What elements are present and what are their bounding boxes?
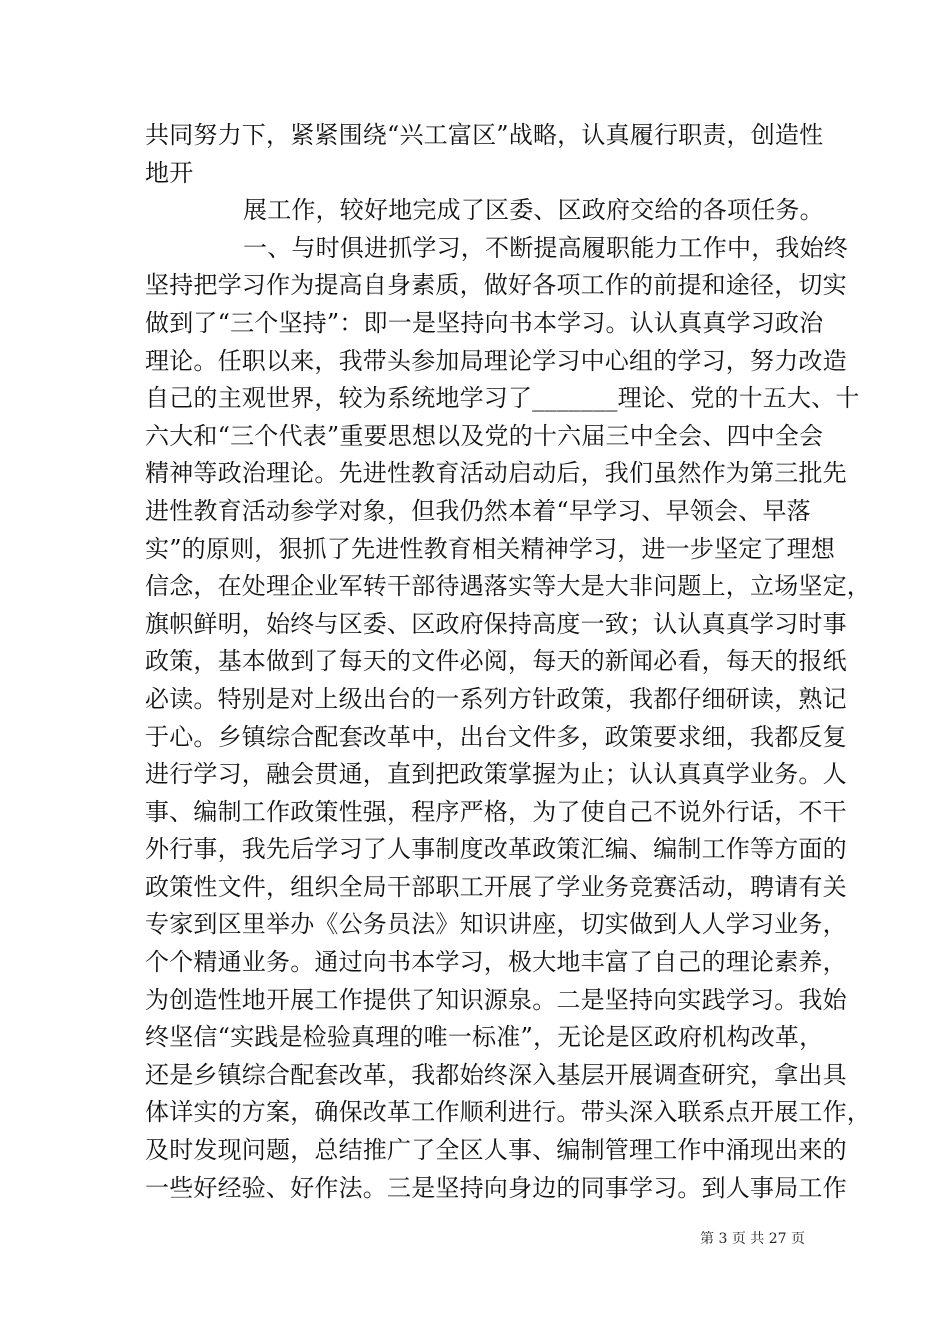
text-line: 旗帜鲜明，始终与区委、区政府保持高度一致；认认真真学习时事 — [145, 609, 847, 638]
section-heading-line: 一、与时俱进抓学习，不断提高履职能力工作中，我始终 — [243, 233, 848, 262]
text-line: 坚持把学习作为提高自身素质，做好各项工作的前提和途径，切实 — [145, 271, 847, 300]
text-line: 专家到区里举办《公务员法》知识讲座，切实做到人人学习业务， — [145, 910, 847, 939]
text-line: 理论。任职以来，我带头参加局理论学习中心组的学习，努力改造 — [145, 346, 847, 375]
text-line: 事、编制工作政策性强，程序严格，为了使自己不说外行话，不干 — [145, 797, 847, 826]
text-line: 一些好经验、好作法。三是坚持向身边的同事学习。到人事局工作 — [145, 1173, 847, 1202]
text-line: 为创造性地开展工作提供了知识源泉。二是坚持向实践学习。我始 — [145, 985, 847, 1014]
text-line: 展工作，较好地完成了区委、区政府交给的各项任务。 — [243, 196, 824, 225]
text-line: 外行事，我先后学习了人事制度改革政策汇编、编制工作等方面的 — [145, 835, 847, 864]
text-line: 及时发现问题，总结推广了全区人事、编制管理工作中涌现出来的 — [145, 1136, 847, 1165]
text-line: 于心。乡镇综合配套改革中，出台文件多，政策要求细，我都反复 — [145, 722, 847, 751]
text-line: 个个精通业务。通过向书本学习，极大地丰富了自己的理论素养， — [145, 948, 847, 977]
text-line: 实”的原则，狠抓了先进性教育相关精神学习，进一步坚定了理想 — [145, 534, 836, 563]
text-line: 必读。特别是对上级出台的一系列方针政策，我都仔细研读，熟记 — [145, 684, 847, 713]
text-line: 信念，在处理企业军转干部待遇落实等大是大非问题上，立场坚定， — [145, 572, 871, 601]
text-line: 自己的主观世界，较为系统地学习了_______理论、党的十五大、十 — [145, 384, 860, 413]
text-line: 共同努力下，紧紧围绕“兴工富区”战略，认真履行职责，创造性 — [145, 121, 824, 149]
text-line: 进行学习，融会贯通，直到把政策掌握为止；认认真真学业务。人 — [145, 760, 847, 789]
text-line: 终坚信“实践是检验真理的唯一标准”，无论是区政府机构改革， — [145, 1023, 824, 1052]
text-line: 做到了“三个坚持”：即一是坚持向书本学习。认认真真学习政治 — [145, 308, 824, 337]
text-line: 精神等政治理论。先进性教育活动启动后，我们虽然作为第三批先 — [145, 459, 847, 488]
text-line: 六大和“三个代表”重要思想以及党的十六届三中全会、四中全会 — [145, 421, 824, 450]
text-line: 地开 — [145, 158, 194, 187]
body-text — [145, 117, 871, 1207]
page-number-footer: 第 3 页 共 27 页 — [700, 1231, 805, 1247]
text-line: 政策，基本做到了每天的文件必阅，每天的新闻必看，每天的报纸 — [145, 647, 847, 676]
text-line: 体详实的方案，确保改革工作顺利进行。带头深入联系点开展工作， — [145, 1098, 871, 1127]
text-line: 进性教育活动参学对象，但我仍然本着“早学习、早领会、早落 — [145, 496, 811, 525]
text-line: 还是乡镇综合配套改革，我都始终深入基层开展调查研究，拿出具 — [145, 1060, 847, 1089]
text-line: 政策性文件，组织全局干部职工开展了学业务竞赛活动，聘请有关 — [145, 872, 847, 901]
